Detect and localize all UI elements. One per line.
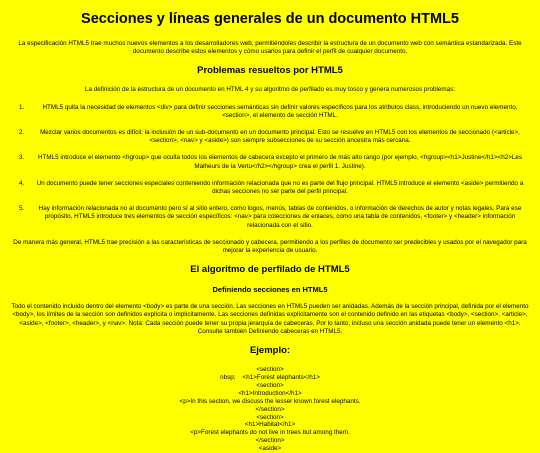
problem-item: 5. Hay información relacionada no al documento pero sí al sitio entero, como logos, menús, tablas de contenidos, o información de derechos de autor y notas legales. Para ese propósito, HTML5 introduce tres elementos de sección específicos: <nav> para colecciones de enlaces, como una tabla de contenidos, <footer> y <header> información relacionada con el sitio. [26,205,532,230]
problem-item: 2. Mezclar varios documentos es difícil: la inclusión de un sub-documento en un documento principal. Esto se resuelve en HTML5 con los elementos de seccionado (<article>, <section>, <nav> y <aside>) son siempre subsecciones de su sección ancestra más cercana. [26,129,532,145]
intro-paragraph: La especificación HTML5 trae muchos nuevos elementos a los desarrolladores web, permitiéndoles describir la estructura de un documento web con semántica estandarizada. Este documento describe estos elementos y cómo usarlos para definir el perfil de cualquier documento. [18,40,522,56]
code-line: <p>Forest elephants do not live in trees but among them. [190,429,350,437]
problems-outro: De manera más general, HTML5 trae precisión a las características de seccionado y cabecera, permitiendo a los perfiles de documento ser predecibles y usados por el navegador para mejorar la experiencia de usuario. [13,238,527,255]
code-line: <h1>Introduction</h1> [238,389,302,397]
code-line: <section> [256,366,284,374]
code-line: <section> [256,381,284,389]
algorithm-heading: El algoritmo de perfilado de HTML5 [190,264,350,276]
problems-heading: Problemas resueltos por HTML5 [197,65,343,77]
code-line: nbsp; <h1>Forest elephants</h1> [220,373,320,381]
sections-paragraph: Todo el contenido incluido dentro del elemento <body> es parte de una sección. Las secciones en HTML5 pueden ser anidadas. Además de la sección principal, definida por el elemento <body>, los límites de la sección son definidos explícita o implícitamente. Las secciones definidas explícitamente son el contenido definido en las etiquetas <body>, <section>, <article>, <aside>, <footer>, <header>, y <nav>. Nota: Cada sección puede tener su propia jerarquía de cabeceras. Por lo tanto, incluso una sección anidada puede tener un elemento <h1>. Consulte también Definiendo cabeceras en HTML5. [11,303,529,335]
problem-item: 1. HTML5 quita la necesidad de elementos <div> para definir secciones semánticas sin definir valores específicos para los atributos class, introduciendo un nuevo elemento, <section>, el elemento de sección HTML. [26,104,532,120]
code-line: <aside> [258,445,282,453]
code-line: </section> [255,437,285,445]
problem-item: 4. Un documento puede tener secciones especiales conteniendo información relacionada que no es parte del flujo principal. HTML5 introduce el elemento <aside> permitiendo a dichas secciones no ser parte del perfil principal. [26,180,532,196]
code-line: <section> [256,413,284,421]
sections-subheading: Definiendo secciones en HTML5 [212,285,328,295]
example-heading: Ejemplo: [249,345,291,357]
code-line: <p>In this section, we discuss the lesser known forest elephants. [179,397,361,405]
code-line: </section> [255,405,285,413]
problems-list [8,104,532,230]
page-title: Secciones y líneas generales de un documento HTML5 [81,11,459,27]
code-line: <h1>Habitat</h1> [244,421,296,429]
problem-item: 3. HTML5 introduce el elemento <hgroup> que oculta todos los elementos de cabecera excepto el primero de más alto rango (por ejemplo, <hgroup><h1>Justine</h1><h2>Les Malheurs de la Vertu</h2></hgroup> crea el perfil 1. Justine). [26,154,532,170]
example-code [8,366,532,453]
problems-intro: La definición de la estructura de un documento en HTML 4 y su algoritmo de perfilado es muy tosco y genera numerosos problemas: [84,86,456,94]
document [0,10,540,453]
